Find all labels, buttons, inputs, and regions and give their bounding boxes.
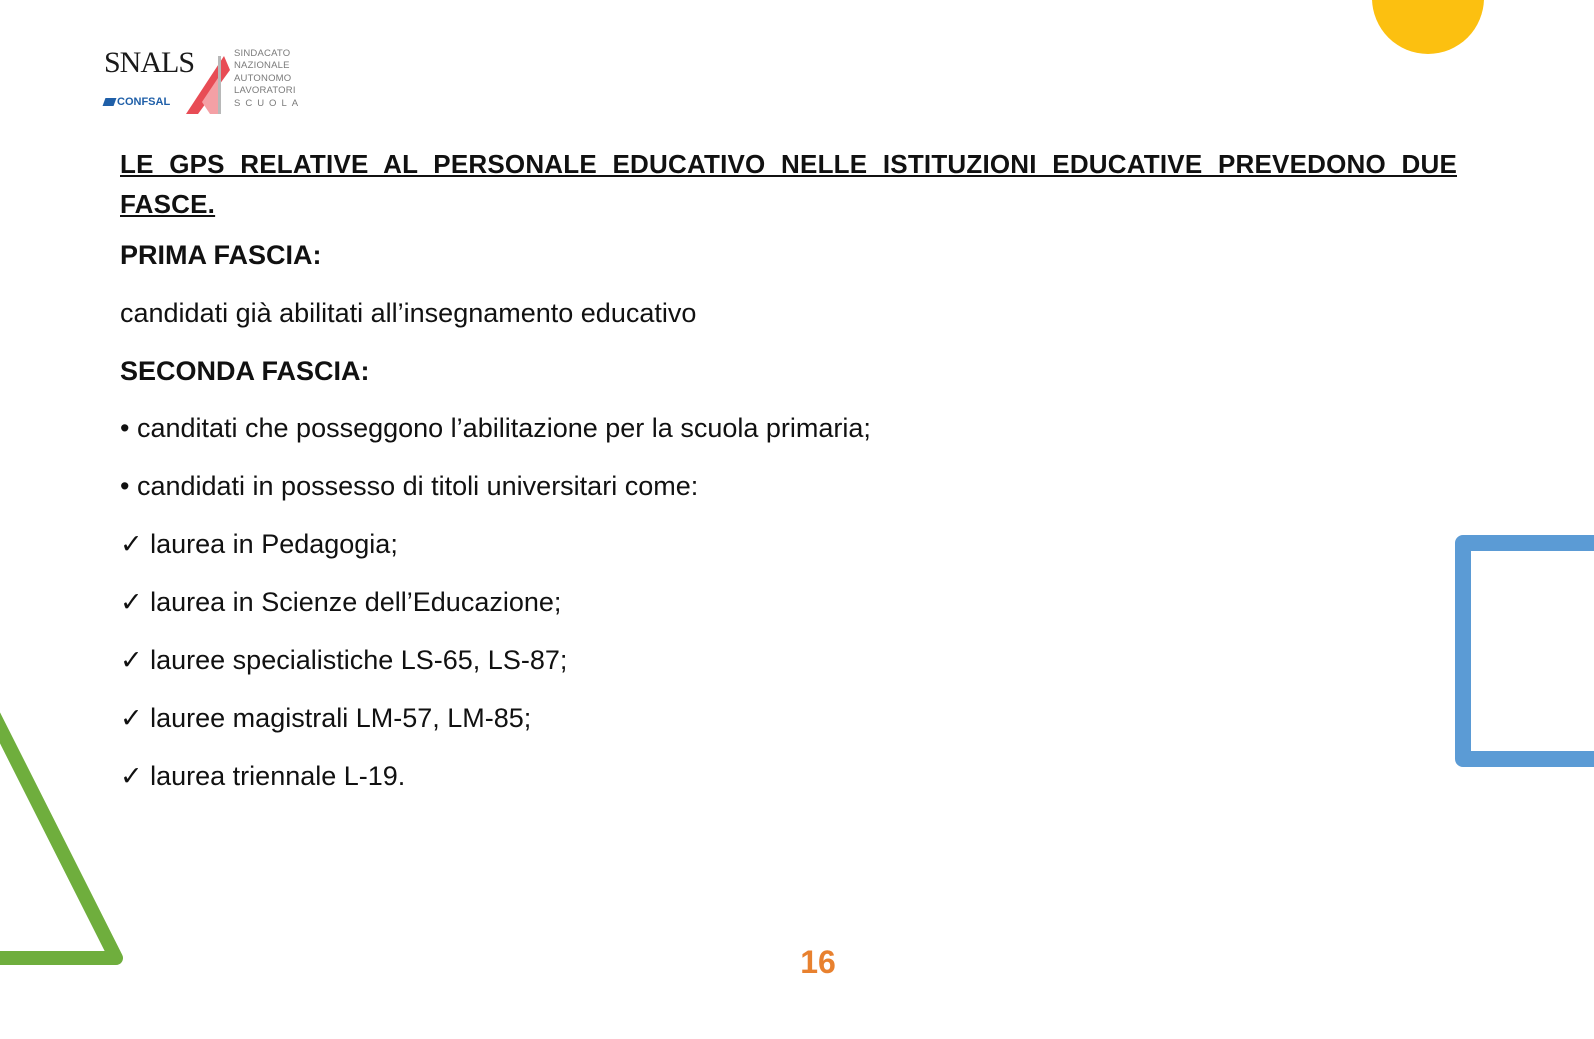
- seconda-fascia-label: SECONDA FASCIA:: [120, 356, 370, 386]
- bullet-item: • candidati in possesso di titoli universitari come:: [120, 471, 699, 501]
- check-item: ✓ laurea in Scienze dell’Educazione;: [120, 587, 562, 617]
- logo-word: AUTONOMO: [234, 72, 292, 84]
- snals-logo: [104, 46, 314, 121]
- yellow-circle-decoration: [1372, 0, 1484, 54]
- logo-word: LAVORATORI: [234, 85, 296, 97]
- check-item: ✓ laurea triennale L-19.: [120, 761, 406, 791]
- prima-fascia-text: candidati già abilitati all’insegnamento educativo: [120, 298, 697, 328]
- logo-word: NAZIONALE: [234, 60, 290, 72]
- bullet-item: • canditati che posseggono l’abilitazione per la scuola primaria;: [120, 413, 871, 443]
- logo-word: SCUOLA: [234, 97, 304, 109]
- logo-mark-icon: [184, 52, 240, 116]
- logo-confsal-text: CONFSAL: [104, 96, 170, 108]
- check-item: ✓ lauree specialistiche LS-65, LS-87;: [120, 645, 568, 675]
- slide-heading: LE GPS RELATIVE AL PERSONALE EDUCATIVO NELLE ISTITUZIONI EDUCATIVE PREVEDONO DUE FASCE.: [120, 149, 1457, 219]
- slide-content: [120, 144, 1457, 791]
- logo-snals-text: SNALS: [104, 46, 195, 79]
- prima-fascia-label: PRIMA FASCIA:: [120, 240, 322, 270]
- blue-square-decoration: [1455, 535, 1594, 767]
- check-item: ✓ lauree magistrali LM-57, LM-85;: [120, 703, 532, 733]
- check-item: ✓ laurea in Pedagogia;: [120, 529, 398, 559]
- logo-word: SINDACATO: [234, 48, 291, 59]
- page-number: 16: [800, 944, 836, 980]
- logo-words: [234, 48, 303, 110]
